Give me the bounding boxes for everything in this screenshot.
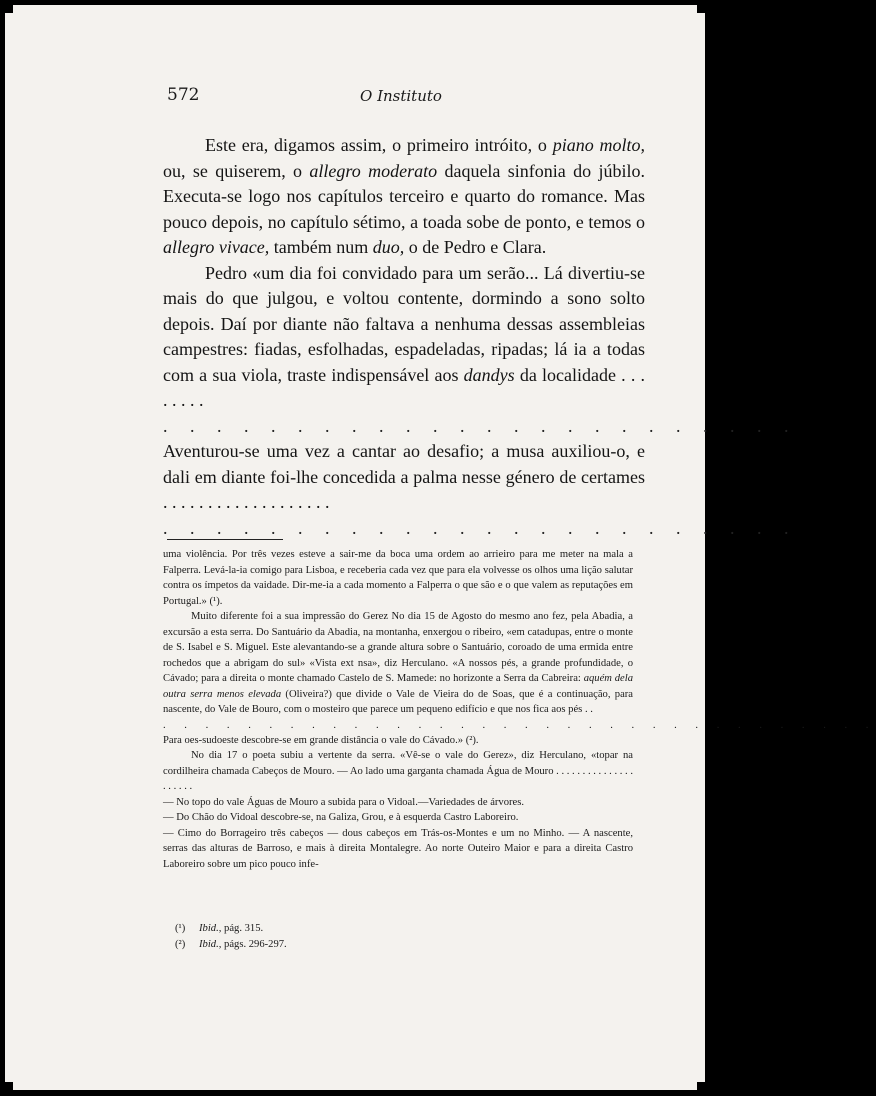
text-run: daquela sinfonia do júbilo. Executa-se logo nos capítulos terceiro e quarto do romance. Mas pouco depois, no capítulo sétimo, a toada sobe de ponto, e temos o bbox=[163, 160, 645, 232]
scan-corner bbox=[5, 1082, 13, 1090]
scan-corner bbox=[697, 5, 705, 13]
italic-term: allegro vivace, bbox=[163, 237, 270, 257]
paragraph-3: Aventurou-se uma vez a cantar ao desafio; a musa auxiliou-o, e dali em diante foi-lhe concedida a palma nesse género de certames . . . . . . . . . . . . . . . . . . . bbox=[163, 441, 645, 512]
note-paragraph: — Do Chão do Vidoal descobre-se, na Galiza, Grou, e à esquerda Castro Laboreiro. bbox=[163, 812, 519, 823]
note-paragraph: — No topo do vale Águas de Mouro a subida para o Vidoal.—Variedades de árvores. bbox=[163, 796, 525, 808]
italic-term: duo, bbox=[372, 237, 405, 257]
notes-block bbox=[163, 547, 876, 872]
scanned-page bbox=[5, 5, 876, 1090]
text-run: o de Pedro e Clara. bbox=[404, 237, 547, 257]
footnote-ref: Ibid., bbox=[199, 939, 222, 950]
note-paragraph: No dia 17 o poeta subiu a vertente da serra. «Vê-se o vale do Gerez», diz Herculano, «topar na cordilheira chamada Cabeços de Mouro. — Ao lado uma garganta chamada Água de Mouro . . . . . . . . . . . . . . . . . . . . . bbox=[163, 750, 633, 792]
text-run: Pedro «um dia foi convidado para um serão... Lá divertiu-se mais do que julgou, e voltou contente, dormindo a sono solto depois. Daí por diante não faltava a nenhuma dessas assembleias campestres: fiadas, esfolhadas, espadeladas, ripadas; lá ia a todas com a sua viola, traste indispensável aos bbox=[163, 262, 645, 385]
running-header bbox=[165, 85, 645, 109]
text-run: Este era, digamos assim, o primeiro intróito, o bbox=[205, 135, 553, 155]
footnote bbox=[175, 937, 475, 953]
italic-term: piano molto, bbox=[552, 135, 645, 155]
note-paragraph bbox=[163, 609, 633, 718]
journal-title: O Instituto bbox=[360, 87, 442, 105]
note-paragraph: — Cimo do Borrageiro três cabeços — dous cabeços em Trás-os-Montes e um no Minho. — A nascente, serras das alturas de Barroso, e mais à direita Montalegre. Ao norte Outeiro Maior e para a direita Castro Laboreiro sobre um pico pouco infe- bbox=[163, 827, 633, 870]
italic-term: dandys bbox=[463, 364, 515, 385]
footnote-divider bbox=[167, 539, 283, 540]
scan-corner bbox=[697, 1082, 705, 1090]
footnotes bbox=[175, 921, 475, 953]
ellipsis-line: . . . . . . . . . . . . . . . . . . . . . . . . bbox=[163, 517, 798, 538]
page-number: 572 bbox=[167, 85, 200, 105]
main-text bbox=[163, 133, 798, 541]
note-paragraph: uma violência. Por três vezes esteve a sair-me da boca uma ordem ao arrieiro para me meter na mala a Falperra. Levá-la-ia comigo para Lisboa, e receberia cada vez que para ela volvesse os olhos uma lição salutar contra os ímpetos da vaidade. Dir-me-ia a cada momento a Falperra o que são e o que valem as reputações em Portugal.» (¹). bbox=[163, 549, 633, 607]
text-run: Muito diferente foi a sua impressão do Gerez No dia 15 de Agosto do mesmo ano fez, pela Abadia, a excursão a esta serra. Do Santuário da Abadia, na montanha, enxergou o ribeiro, «em catadupas, entre o monte de S. Isabel e S. Miguel. Este alevantando-se a grande altura sobre o Santuário, coroado de uma ermida entre rochedos que a abrigam do sul» «Vista ext nsa», diz Herculano. «A nossos pés, a grande profundidade, o Cávado; para a direita o monte chamado Castelo de S. Mamede: no horizonte a Serra da Cabreira: bbox=[163, 611, 633, 684]
ellipsis-line: . . . . . . . . . . . . . . . . . . . . . . . . bbox=[163, 415, 798, 436]
text-run: também num bbox=[269, 237, 373, 257]
footnote-page: págs. 296-297. bbox=[221, 939, 287, 950]
footnote-page: pág. 315. bbox=[221, 923, 264, 934]
footnote-ref: Ibid., bbox=[199, 923, 222, 934]
italic-term: aquém dela outra serra menos elevada bbox=[163, 673, 633, 700]
text-run: da localidade . . . . . . . . bbox=[163, 364, 646, 410]
text-run: ou, se quiserem, o bbox=[163, 160, 310, 181]
text-run: (Oliveira?) que divide o Vale de Vieira do de Soas, que é a continuação, para nascente, do Vale de Bouro, com o mosteiro que parece um pequeno edifício e que nos fica aos pés . . bbox=[163, 688, 633, 715]
note-paragraph: Para oes-sudoeste descobre-se em grande distância o vale do Cávado.» (²). bbox=[163, 734, 479, 746]
footnote bbox=[175, 921, 475, 937]
footnote-mark: (²) bbox=[175, 939, 186, 950]
footnote-mark: (¹) bbox=[175, 923, 186, 934]
ellipsis-line: . . . . . . . . . . . . . . . . . . . . . . . . . . . . . . . . . . bbox=[163, 719, 876, 731]
scan-corner bbox=[5, 5, 13, 13]
italic-term: allegro moderato bbox=[309, 160, 438, 181]
paragraph-2 bbox=[163, 261, 645, 414]
paragraph-1 bbox=[163, 133, 645, 261]
